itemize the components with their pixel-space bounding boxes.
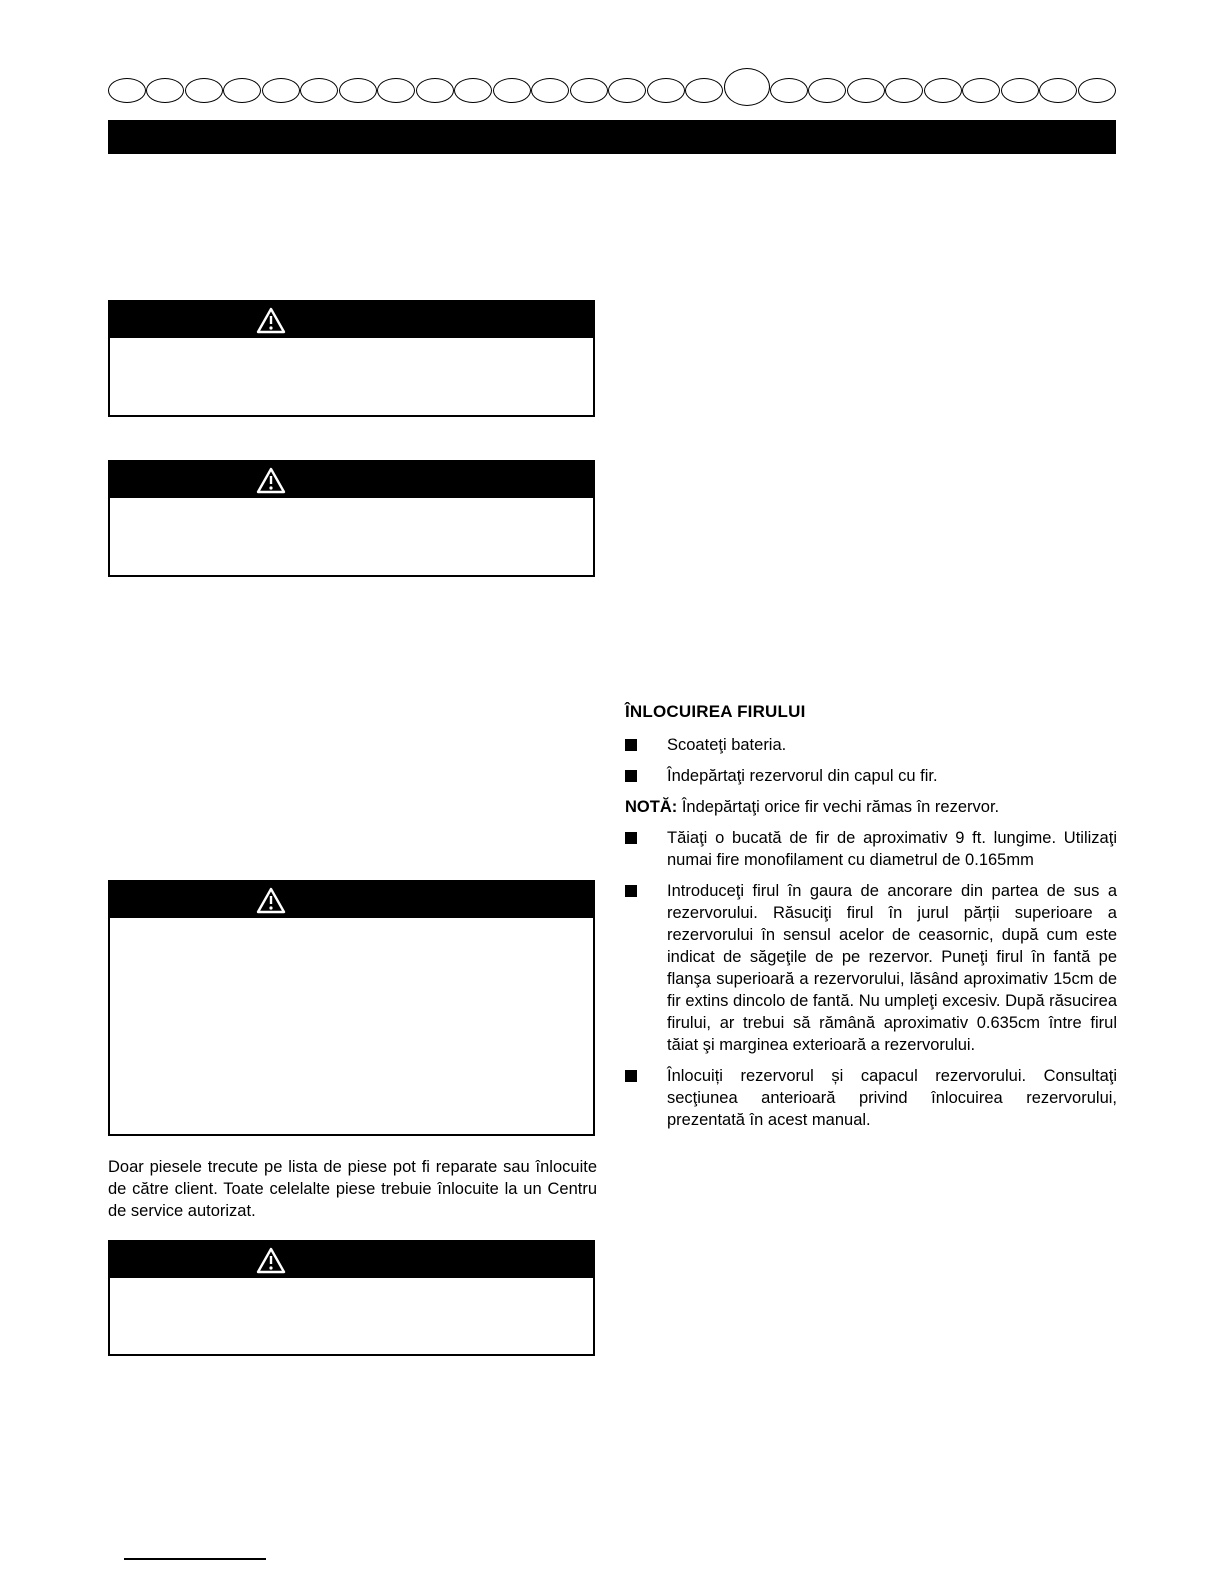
instruction-text: Scoateţi bateria. <box>667 736 787 754</box>
binding-ring-active <box>724 68 770 106</box>
note-label: NOTĂ: <box>625 798 682 816</box>
binding-ring <box>185 78 223 103</box>
instruction-bullet-item <box>625 827 1117 871</box>
warning-header <box>110 302 593 338</box>
warning-box <box>108 1240 595 1356</box>
binding-ring <box>416 78 454 103</box>
warning-triangle-icon <box>256 467 286 494</box>
binding-ring <box>1039 78 1077 103</box>
section-header-bar <box>108 120 1116 154</box>
instruction-bullet-item <box>625 734 1117 756</box>
instruction-text: Îndepărtaţi rezervorul din capul cu fir. <box>667 767 938 785</box>
warning-header <box>110 882 593 918</box>
warning-box <box>108 460 595 577</box>
binding-ring <box>924 78 962 103</box>
bullet-square-icon <box>625 770 637 782</box>
bullet-square-icon <box>625 1070 637 1082</box>
warning-triangle-icon <box>256 887 286 914</box>
binding-ring <box>300 78 338 103</box>
binding-ellipse-row <box>108 70 1116 110</box>
bullet-square-icon <box>625 832 637 844</box>
binding-ring <box>770 78 808 103</box>
binding-ring <box>1078 78 1116 103</box>
binding-ring <box>808 78 846 103</box>
binding-ring <box>647 78 685 103</box>
binding-ring <box>223 78 261 103</box>
instruction-text: Înlocuiți rezervorul și capacul rezervorului. Consultaţi secţiunea anterioară privind înlocuirea rezervorului, prezentată în acest manual. <box>667 1067 1117 1129</box>
binding-ring <box>531 78 569 103</box>
instruction-list <box>625 734 1117 1131</box>
warning-triangle-icon <box>256 307 286 334</box>
instruction-text: Introduceţi firul în gaura de ancorare din partea de sus a rezervorului. Răsuciţi firul în jurul părții superioare a rezervorului în sensul acelor de ceasornic, după cum este indicat de săgeţile de pe rezervor. Puneţi firul în fantă pe flanşa superioară a rezervorului, lăsând aproximativ 15cm de fir extins dincolo de fantă. Nu umpleţi excesiv. După răsucirea firului, ar trebui să rămână aproximativ 0.635cm între firul tăiat şi marginea exterioară a rezervorului. <box>667 882 1117 1054</box>
binding-ring <box>108 78 146 103</box>
binding-ring <box>377 78 415 103</box>
line-replacement-section <box>625 702 1117 1140</box>
binding-ring <box>262 78 300 103</box>
binding-ring <box>454 78 492 103</box>
instruction-bullet-item <box>625 1065 1117 1131</box>
instruction-text: Tăiaţi o bucată de fir de aproximativ 9 ft. lungime. Utilizaţi numai fire monofilament cu diametrul de 0.165mm <box>667 829 1117 869</box>
warning-box <box>108 880 595 1136</box>
binding-ring <box>1001 78 1039 103</box>
binding-ring <box>847 78 885 103</box>
binding-ring <box>570 78 608 103</box>
warning-header <box>110 1242 593 1278</box>
warning-triangle-icon <box>256 1247 286 1274</box>
binding-ring <box>685 78 723 103</box>
parts-service-paragraph: Doar piesele trecute pe lista de piese pot fi reparate sau înlocuite de către client. Toate celelalte piese trebuie înlocuite la un Centru de service autorizat. <box>108 1158 597 1220</box>
binding-ring <box>146 78 184 103</box>
instruction-bullet-item <box>625 765 1117 787</box>
binding-ring <box>493 78 531 103</box>
binding-ring <box>885 78 923 103</box>
note-paragraph: NOTĂ: Îndepărtaţi orice fir vechi rămas în rezervor. <box>625 798 1000 816</box>
bullet-square-icon <box>625 739 637 751</box>
binding-ring <box>608 78 646 103</box>
binding-ring <box>339 78 377 103</box>
instruction-bullet-item <box>625 880 1117 1056</box>
binding-ring <box>962 78 1000 103</box>
section-heading: ÎNLOCUIREA FIRULUI <box>625 702 806 721</box>
footnote-rule <box>124 1558 266 1560</box>
warning-header <box>110 462 593 498</box>
bullet-square-icon <box>625 885 637 897</box>
warning-box <box>108 300 595 417</box>
